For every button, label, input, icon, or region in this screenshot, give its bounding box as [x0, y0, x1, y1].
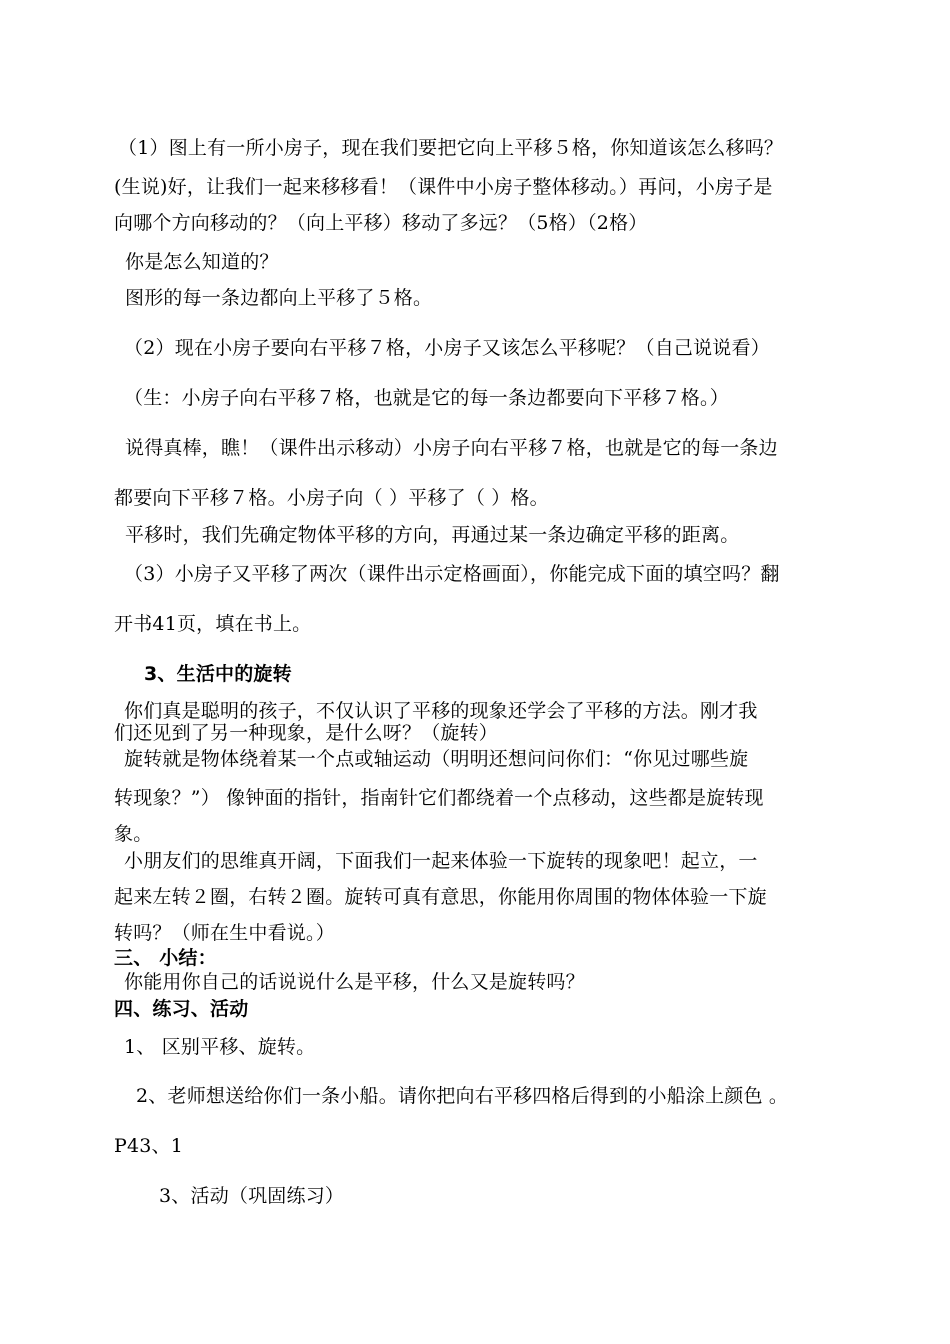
paragraph-line: （生：小房子向右平移７格，也就是它的每一条边都要向下平移７格。）	[124, 387, 729, 409]
paragraph-line: (生说)好，让我们一起来移移看！（课件中小房子整体移动。）再问，小房子是	[114, 176, 773, 198]
paragraph-line: 开书41页，填在书上。	[114, 613, 312, 635]
list-item: 3、活动（巩固练习）	[159, 1185, 345, 1207]
paragraph-line: 你能用你自己的话说说什么是平移，什么又是旋转吗？	[124, 971, 585, 993]
paragraph-line: 平移时，我们先确定物体平移的方向，再通过某一条边确定平移的距离。	[125, 524, 740, 546]
paragraph-line: 转吗？（师在生中看说。）	[114, 922, 335, 944]
paragraph-line: 起来左转２圈，右转２圈。旋转可真有意思，你能用你周围的物体体验一下旋	[114, 886, 767, 908]
paragraph-line: 你们真是聪明的孩子，不仅认识了平移的现象还学会了平移的方法。刚才我	[124, 700, 758, 722]
paragraph-line: 象。	[114, 823, 153, 845]
paragraph-line: （2）现在小房子要向右平移７格，小房子又该怎么平移呢？（自己说说看）	[124, 337, 770, 359]
paragraph-line: P43、1	[114, 1135, 184, 1157]
list-item: 2、老师想送给你们一条小船。请你把向右平移四格后得到的小船涂上颜色 。	[136, 1085, 789, 1107]
paragraph-line: 小朋友们的思维真开阔，下面我们一起来体验一下旋转的现象吧！起立，一	[124, 850, 758, 872]
section-heading: 四、练习、活动	[114, 998, 249, 1020]
paragraph-line: 旋转就是物体绕着某一个点或轴运动（明明还想问问你们：“你见过哪些旋	[124, 748, 749, 770]
list-item: 1、 区别平移、旋转。	[124, 1036, 316, 1058]
paragraph-line: 转现象？”） 像钟面的指针，指南针它们都绕着一个点移动，这些都是旋转现	[114, 787, 764, 809]
paragraph-line: （1）图上有一所小房子，现在我们要把它向上平移５格，你知道该怎么移吗？	[118, 137, 784, 159]
section-heading: 三、 小结：	[114, 947, 217, 969]
paragraph-line: 都要向下平移７格。小房子向（ ）平移了（ ）格。	[114, 487, 549, 509]
paragraph-line: 向哪个方向移动的？（向上平移）移动了多远？（5格）（2格）	[114, 212, 648, 234]
paragraph-line: 你是怎么知道的？	[125, 251, 279, 273]
paragraph-line: 图形的每一条边都向上平移了５格。	[125, 287, 433, 309]
paragraph-line: 说得真棒，瞧！（课件出示移动）小房子向右平移７格，也就是它的每一条边	[125, 437, 778, 459]
paragraph-line: 们还见到了另一种现象，是什么呀？（旋转）	[114, 722, 499, 744]
paragraph-line: （3）小房子又平移了两次（课件出示定格画面），你能完成下面的填空吗？翻	[124, 563, 780, 585]
section-heading: 3、生活中的旋转	[144, 663, 292, 685]
